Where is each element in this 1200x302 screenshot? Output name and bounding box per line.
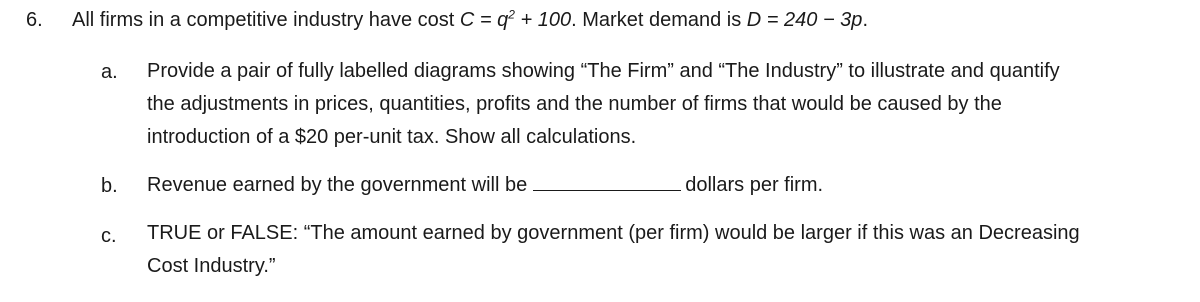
part-b-after-blank: dollars per firm. <box>685 174 824 196</box>
question-intro <box>72 8 868 32</box>
part-a-marker: a. <box>101 61 118 83</box>
part-c-line: TRUE or FALSE: “The amount earned by government (per firm) would be larger if this was an Decreasing <box>147 222 1080 244</box>
part-c-marker: c. <box>101 225 117 247</box>
part-a-line: Provide a pair of fully labelled diagrams showing “The Firm” and “The Industry” to illustrate and quantify <box>147 60 1060 82</box>
part-a-text <box>147 55 1187 154</box>
intro-end: . <box>862 9 868 31</box>
intro-mid: . Market demand is <box>571 9 747 31</box>
part-b-before-blank: Revenue earned by the government will be <box>147 174 528 196</box>
part-b-text <box>147 169 1187 202</box>
part-b-marker: b. <box>101 175 118 197</box>
intro-text: All firms in a competitive industry have cost <box>72 9 460 31</box>
part-b-line <box>147 169 1187 202</box>
part-c-line: Cost Industry.” <box>147 255 276 277</box>
part-c-text <box>147 217 1187 283</box>
answer-blank[interactable] <box>533 172 681 191</box>
question-number: 6. <box>26 9 43 31</box>
cost-equation: $C = q^2 + 100$ <box>459 7 572 31</box>
part-a-line: the adjustments in prices, quantities, profits and the number of firms that would be caused by the <box>147 93 1002 115</box>
demand-equation: D = 240 − 3p <box>746 9 863 31</box>
part-a-line: introduction of a $20 per-unit tax. Show all calculations. <box>147 126 637 148</box>
